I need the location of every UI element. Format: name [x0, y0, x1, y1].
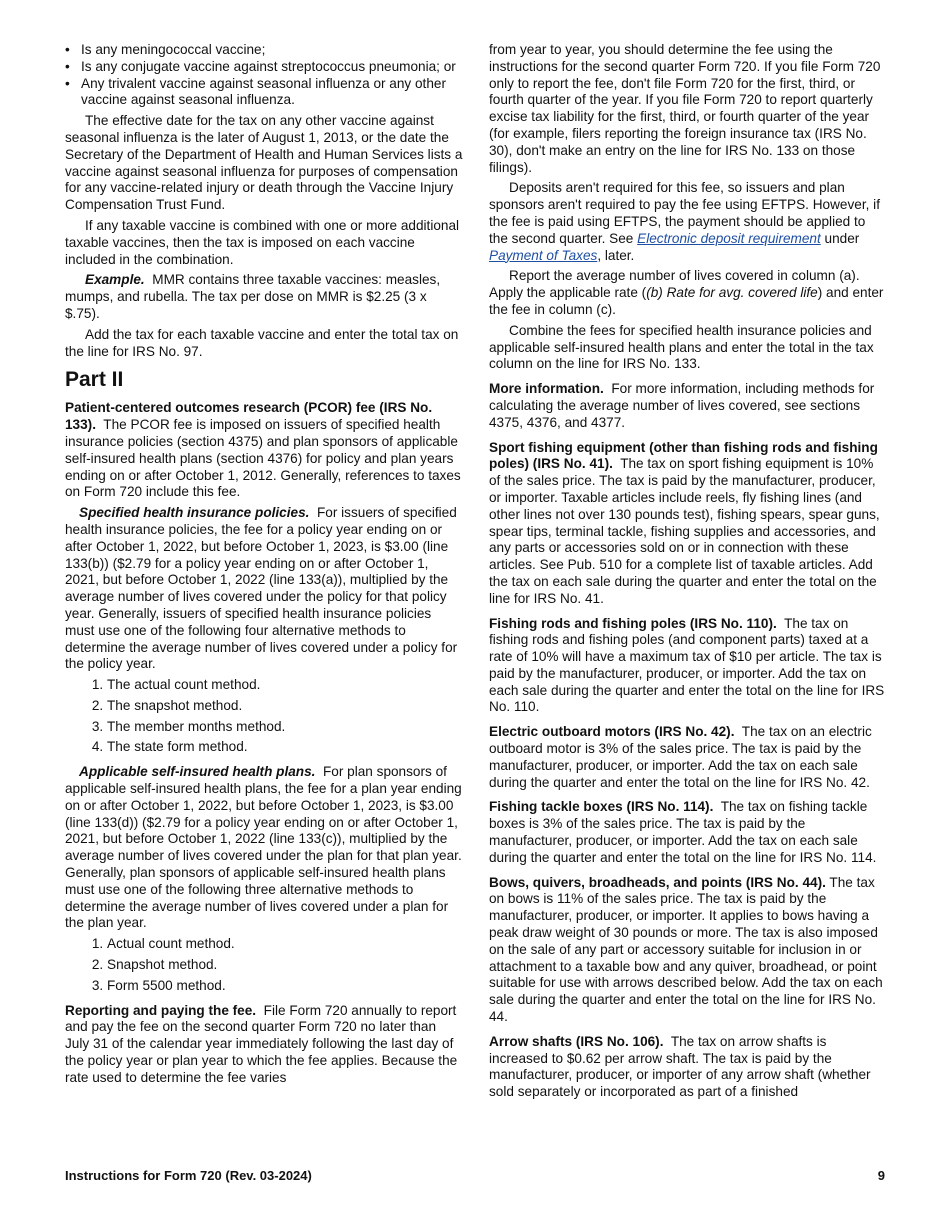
- ash-heading: Applicable self-insured health plans.: [79, 764, 316, 780]
- pcor-paragraph: Patient-centered outcomes research (PCOR) fee (IRS No. 133). The PCOR fee is imposed on issuers of specified health insurance policies (section 4375) and plan sponsors of applicable self-insured health plans (section 4376) for policy and plan years ending on or after October 1, 2012. Generally, references to taxes on Form 720 include this fee.: [65, 400, 461, 500]
- list-item: 2. The snapshot method.: [107, 698, 463, 715]
- paragraph: If any taxable vaccine is combined with one or more additional taxable vaccines, then the tax is imposed on each vaccine included in the combination.: [65, 217, 460, 267]
- electronic-deposit-link[interactable]: Electronic deposit requirement: [637, 230, 821, 246]
- bows-paragraph: Bows, quivers, broadheads, and points (IRS No. 44). The tax on bows is 11% of the sales price. The tax is paid by the manufacturer, producer, or importer. It applies to bows having a peak draw weight of 30 pounds or more. The tax is also imposed on the sale of any part or accessory suitable for inclusion in or attachment to a taxable bow and any quiver, broadhead, or point suitable for use with arrows described below. Add the tax on each sale during the quarter and enter the total on the line for IRS No. 44.: [489, 874, 883, 1025]
- ash-paragraph: Applicable self-insured health plans. For plan sponsors of applicable self-insured health plans, the fee for a plan year ending on or after October 1, 2022, but before October 1, 2023, is $3.00 (line 133(d)) ($2.79 for a policy year ending on or after October 1, 2021, but before October 1, 2022 (line 133(c)), multiplied by the average number of lives covered under the plan for that plan year. Generally, plan sponsors of applicable self-insured health plans must use one of the following three alternative methods to determine the average number of lives covered under a plan for the plan year.: [65, 764, 462, 931]
- list-item: 2. Snapshot method.: [107, 957, 463, 974]
- page-footer: [65, 1168, 885, 1185]
- sport-fishing-paragraph: Sport fishing equipment (other than fishing rods and fishing poles) (IRS No. 41). The tax on sport fishing equipment is 10% of the sales price. The tax is paid by the manufacturer, producer, or importer. Taxable articles include reels, fly fishing lines (and other lines not over 130 pounds test), fishing spears, spear guns, spear tips, terminal tackle, fishing supplies and accessories, and any parts or accessories sold on or in connection with these articles. See Pub. 510 for a complete list of taxable articles. Add the tax on each sale during the quarter and enter the total on the line for IRS No. 41.: [489, 439, 880, 606]
- tackle-boxes-paragraph: Fishing tackle boxes (IRS No. 114). The tax on fishing tackle boxes is 3% of the sales price. The tax is paid by the manufacturer, producer, or importer. Add the tax on each sale during the quarter and enter the total on the line for IRS No. 114.: [489, 799, 877, 865]
- list-item: 1. The actual count method.: [107, 677, 463, 694]
- bullet-icon: •: [65, 58, 70, 74]
- example-heading: Example.: [85, 272, 145, 288]
- left-column: [65, 42, 463, 1091]
- bullet-icon: •: [65, 75, 70, 91]
- paragraph: Report the average number of lives covered in column (a). Apply the applicable rate ((b) Rate for avg. covered life) and enter the fee in column (c).: [489, 268, 884, 317]
- paragraph: Add the tax for each taxable vaccine and enter the total tax on the line for IRS No. 97.: [65, 326, 459, 359]
- more-info-paragraph: More information. For more information, including methods for calculating the average number of lives covered, see sections 4375, 4376, and 4377.: [489, 381, 875, 430]
- list-item: 4. The state form method.: [107, 739, 463, 756]
- fishing-rods-paragraph: Fishing rods and fishing poles (IRS No. 110). The tax on fishing rods and fishing poles (and component parts) taxed at a rate of 10% will have a maximum tax of $10 per article. The tax is paid by the manufacturer, producer, or importer. Add the tax on each sale during the quarter and enter the total on the line for IRS No. 110.: [489, 615, 885, 715]
- shi-heading: Specified health insurance policies.: [79, 505, 310, 521]
- shi-paragraph: Specified health insurance policies. For issuers of specified health insurance policies, the fee for a policy year ending on or after October 1, 2022, but before October 1, 2023, is $3.00 (line 133(b)) ($2.79 for a policy year ending on or after October 1, 2021, but before October 1, 2022 (line 133(a)), multiplied by the average number of lives covered under the policy for that policy year. Generally, issuers of specified health insurance policies must use one of the following four alternative methods to determine the average number of lives covered under a policy for the policy year.: [65, 505, 458, 672]
- methods-list-1: [65, 677, 463, 756]
- arrow-shafts-heading: Arrow shafts (IRS No. 106).: [489, 1033, 664, 1049]
- example-paragraph: Example. MMR contains three taxable vaccines: measles, mumps, and rubella. The tax per dose on MMR is $2.25 (3 x $.75).: [65, 272, 441, 321]
- paragraph: from year to year, you should determine the fee using the instructions for the second quarter Form 720. If you file Form 720 only to report the fee, don't file Form 720 for the first, third, or fourth quarter of the year. If you file Form 720 to report quarterly excise tax liability for the first, third, or fourth quarter of the year (for example, filers reporting the foreign insurance tax (IRS No. 30), don't make an entry on the line for IRS No. 133 on those filings).: [489, 42, 881, 175]
- bullet-item: • Is any meningococcal vaccine;: [65, 42, 266, 57]
- list-item: 3. Form 5500 method.: [107, 978, 463, 995]
- paragraph: The effective date for the tax on any other vaccine against seasonal influenza is the later of August 1, 2013, or the date the Secretary of the Department of Health and Human Services lists a vaccine against seasonal influenza for purposes of compensation for any vaccine-related injury or death through the Vaccine Injury Compensation Trust Fund.: [65, 113, 463, 213]
- payment-of-taxes-link[interactable]: Payment of Taxes: [489, 247, 598, 263]
- sport-fishing-heading: Sport fishing equipment (other than fishing rods and fishing poles) (IRS No. 41).: [489, 439, 878, 472]
- pcor-heading: Patient-centered outcomes research (PCOR) fee (IRS No. 133).: [65, 400, 433, 433]
- arrow-shafts-paragraph: Arrow shafts (IRS No. 106). The tax on arrow shafts is increased to $0.62 per arrow shaft. The tax is paid by the manufacturer, producer, or importer of any arrow shaft (whether sold separately or incorporated as part of a finished: [489, 1033, 871, 1100]
- bows-heading: Bows, quivers, broadheads, and points (IRS No. 44).: [489, 874, 826, 890]
- bullet-icon: •: [65, 42, 70, 57]
- reporting-heading: Reporting and paying the fee.: [65, 1002, 257, 1018]
- methods-list-2: [65, 936, 463, 994]
- list-item: 1. Actual count method.: [107, 936, 463, 953]
- paragraph: Combine the fees for specified health insurance policies and applicable self-insured health plans and enter the total in the tax column on the line for IRS No. 133.: [489, 322, 874, 372]
- reporting-paragraph: Reporting and paying the fee. File Form 720 annually to report and pay the fee on the second quarter Form 720 no later than July 31 of the calendar year immediately following the last day of the policy year or plan year to which the fee applies. Because the rate used to determine the fee varies: [65, 1002, 458, 1085]
- deposits-paragraph: Deposits aren't required for this fee, so issuers and plan sponsors aren't required to pay the fee using EFTPS. However, if the fee is paid using EFTPS, the payment should be applied to the second quarter. See Electronic deposit requirement under Payment of Taxes, later.: [489, 180, 880, 263]
- outboard-motors-heading: Electric outboard motors (IRS No. 42).: [489, 724, 735, 740]
- part-heading: Part II: [65, 368, 124, 392]
- tackle-boxes-heading: Fishing tackle boxes (IRS No. 114).: [489, 799, 714, 815]
- bullet-item: • Is any conjugate vaccine against streptococcus pneumonia; or: [65, 58, 456, 74]
- right-column: [489, 42, 887, 1105]
- footer-title: Instructions for Form 720 (Rev. 03-2024): [65, 1168, 312, 1183]
- page-number: 9: [877, 1168, 885, 1183]
- list-item: 3. The member months method.: [107, 719, 463, 736]
- bullet-item: • Any trivalent vaccine against seasonal influenza or any other vaccine against seasonal influenza.: [65, 75, 446, 108]
- more-info-heading: More information.: [489, 381, 604, 397]
- fishing-rods-heading: Fishing rods and fishing poles (IRS No. 110).: [489, 615, 777, 631]
- outboard-motors-paragraph: Electric outboard motors (IRS No. 42). The tax on an electric outboard motor is 3% of the sales price. The tax is paid by the manufacturer, producer, or importer. Add the tax on each sale during the quarter and enter the total on the line for IRS No. 42.: [489, 724, 872, 790]
